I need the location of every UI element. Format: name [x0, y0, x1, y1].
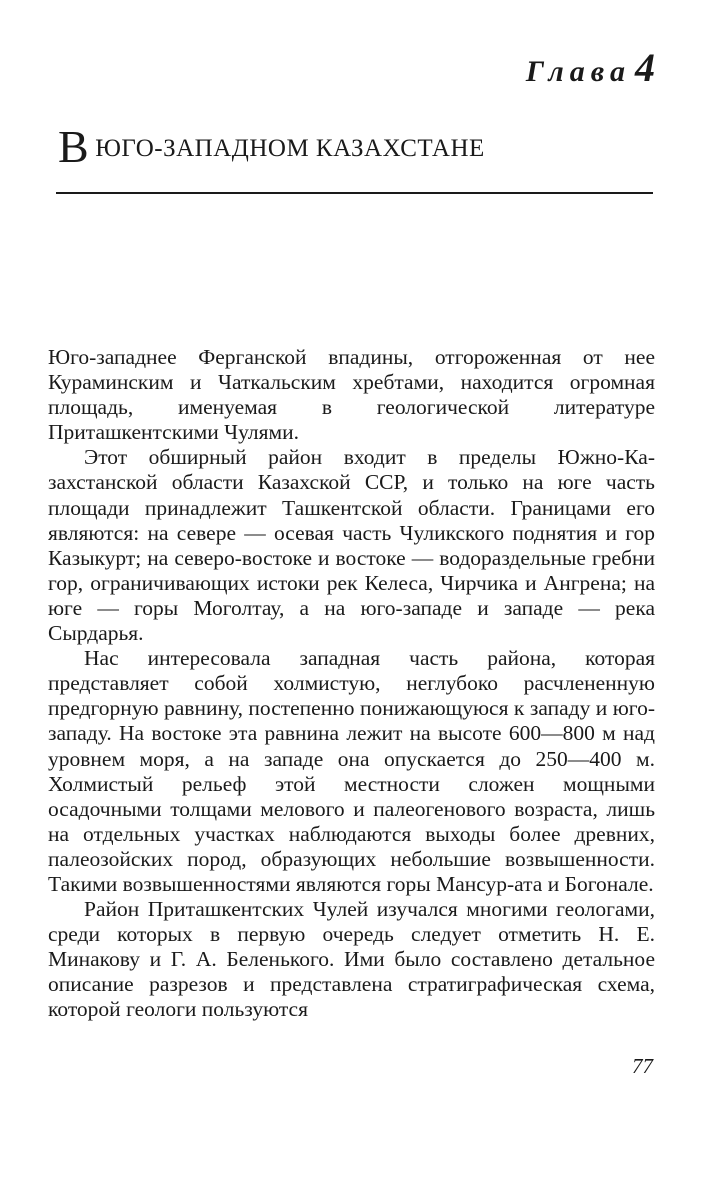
chapter-label	[526, 44, 655, 91]
paragraph-3: Нас интересовала западная часть района, которая представляет собой холмистую, неглубоко расчлененную предгорную равнину, постепенно понижающуюся к западу и юго-западу. На востоке эта равнина лежит на высоте 600—800 м над уровнем моря, а на западе она опускается до 250—400 м. Холмистый рельеф этой местности сложен мощными осадочными толщами мелового и палеогенового возраста, лишь на отдельных участках наблюдаются выходы более древних, палеозойских пород, образующих небольшие возвышенности. Такими возвышенностями являются горы Мансур-ата и Богонале.	[48, 646, 655, 896]
paragraph-2: Этот обширный район входит в пределы Южно-Казахстанской области Казахской ССР, и только на юге часть площади принадлежит Ташкентской области. Границами его являются: на севере — осевая часть Чуликского поднятия и гор Казыкурт; на северо-востоке и востоке — водораздельные гребни гор, ограничивающих истоки рек Келеса, Чирчика и Ангрена; на юге — горы Моголтау, а на юго-западе и западе — река Сырдарья.	[48, 445, 655, 646]
paragraph-1: Юго-западнее Ферганской впадины, отгороженная от нее Кураминским и Чаткальским хребтами, находится огромная площадь, именуемая в геологической литературе Приташкентскими Чулями.	[48, 345, 655, 445]
chapter-title-initial: В	[58, 121, 90, 172]
chapter-word: Глава	[525, 55, 631, 88]
chapter-title	[58, 120, 485, 173]
chapter-number: 4	[635, 45, 655, 90]
chapter-title-text: ЮГО-ЗАПАДНОМ КАЗАХСТАНЕ	[95, 135, 485, 162]
paragraph-4: Район Приташкентских Чулей изучался многими геологами, среди которых в первую очередь следует отметить Н. Е. Минакову и Г. А. Беленького. Ими было составлено детальное описание разрезов и представлена стратиграфическая схема, которой геологи пользуются	[48, 897, 655, 1022]
title-divider	[56, 192, 653, 194]
page-number: 77	[632, 1054, 653, 1078]
body-text	[48, 345, 655, 1023]
